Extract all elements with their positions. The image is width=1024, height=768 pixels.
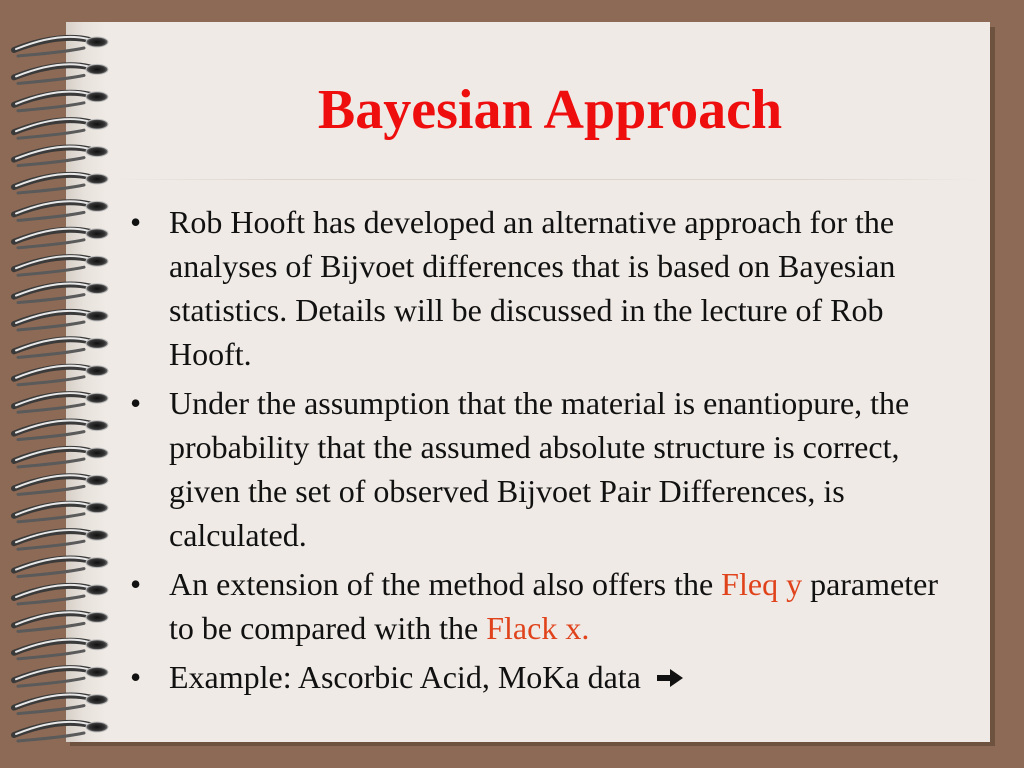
spiral-coil [14,695,108,714]
spiral-coil [14,530,108,549]
bullet-text-3-before: An extension of the method also offers the [169,566,722,602]
spiral-coil [14,338,108,357]
bullet-item-4 [130,655,970,699]
spiral-coil [14,64,108,83]
bullet-marker: • [130,566,142,602]
spiral-coil [14,147,108,166]
spiral-coil [14,366,108,385]
bullet-marker: • [130,659,142,695]
spiral-coil [14,256,108,275]
spiral-coil [14,475,108,494]
bullet-text-2: Under the assumption that the material is enantiopure, the probability that the assumed absolute structure is correct, given the set of observed Bijvoet Pair Differences, is calculated. [169,385,910,553]
bullet-text-3-after: . [581,610,590,646]
spiral-coil [14,174,108,193]
bullet-item-2 [130,381,970,557]
spiral-coil [14,612,108,631]
bullet-list [130,200,970,704]
spiral-coil [14,448,108,467]
title-divider [110,179,980,180]
bullet-item-3 [130,562,970,650]
spiral-coil [14,667,108,686]
spiral-coil [14,284,108,303]
spiral-coil [14,421,108,440]
spiral-coil [14,585,108,604]
spiral-binding [0,0,140,768]
spiral-coil [14,311,108,330]
spiral-coil [14,722,108,741]
spiral-coil [14,503,108,522]
spiral-coil [14,201,108,220]
bullet-marker: • [130,204,142,240]
fleq-y-term: Fleq y [721,566,803,602]
spiral-coil [14,37,108,56]
spiral-coil [14,119,108,138]
bullet-text-4: Example: Ascorbic Acid, MoKa data [169,659,641,695]
spiral-coil [14,558,108,577]
slide-title: Bayesian Approach [317,79,783,141]
right-arrow-icon[interactable] [655,666,685,690]
spiral-coil [14,92,108,111]
spiral-coil [14,640,108,659]
spiral-coil [14,393,108,412]
flack-x-term: Flack x [486,610,582,646]
bullet-marker: • [130,385,142,421]
bullet-item-1 [130,200,970,376]
bullet-text-1: Rob Hooft has developed an alternative approach for the analyses of Bijvoet differences that is based on Bayesian statistics. Details will be discussed in the lecture of Rob Hooft. [169,204,896,372]
spiral-coil [14,229,108,248]
bullet-text-3-middle: parameter to be compared with the [169,566,938,646]
